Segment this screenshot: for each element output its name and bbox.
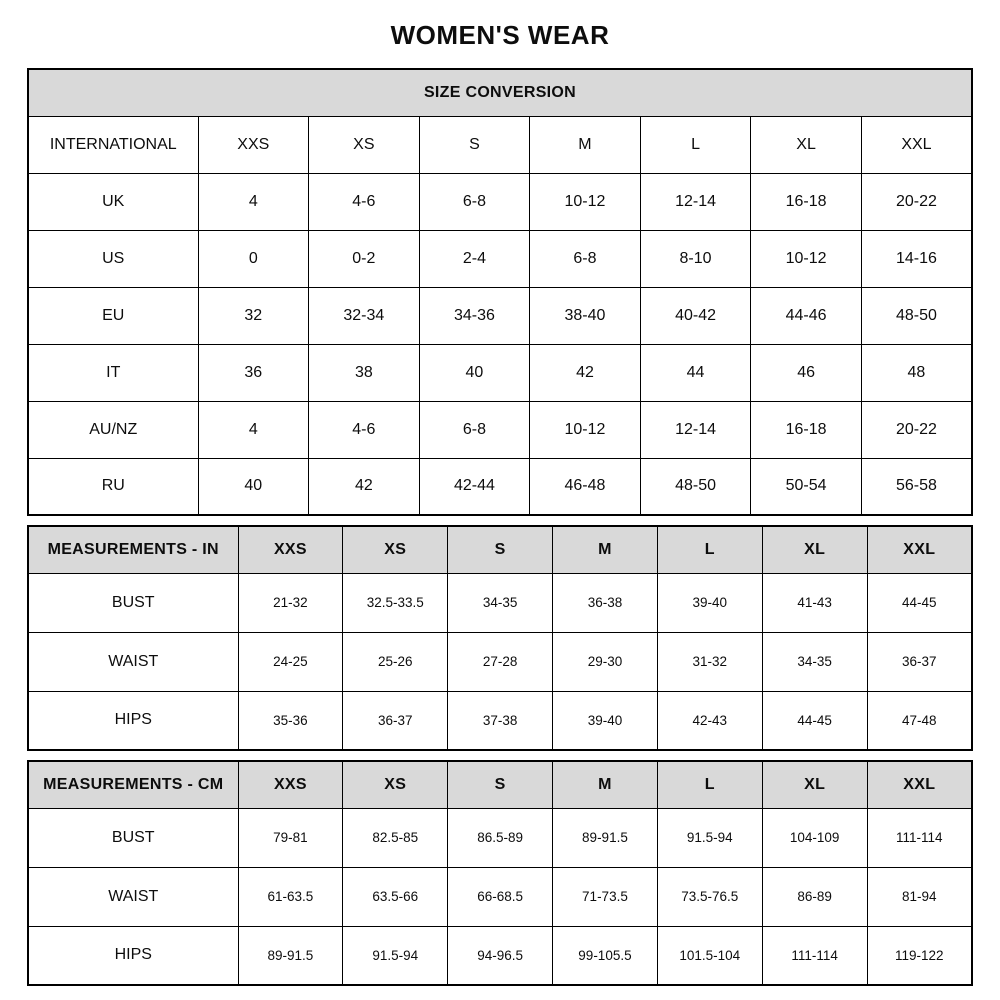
table-row-bust-cm	[28, 808, 972, 867]
size-cell: 40	[198, 458, 309, 515]
measurement-cell: 111-114	[762, 926, 867, 985]
size-cell: 0	[198, 230, 309, 287]
size-column-header: XL	[762, 761, 867, 808]
row-label-ru: RU	[28, 458, 198, 515]
size-column-header: XL	[762, 526, 867, 573]
measurement-cell: 86.5-89	[448, 808, 553, 867]
size-cell: 46-48	[530, 458, 641, 515]
measurement-cell: 99-105.5	[553, 926, 658, 985]
size-cell: 10-12	[530, 401, 641, 458]
measurement-cell: 34-35	[762, 632, 867, 691]
measurement-cell: 21-32	[238, 573, 343, 632]
row-label-waist: WAIST	[28, 867, 238, 926]
row-label-hips: HIPS	[28, 691, 238, 750]
size-cell: 2-4	[419, 230, 530, 287]
measurement-cell: 71-73.5	[553, 867, 658, 926]
table-row-uk	[28, 173, 972, 230]
size-column-header: S	[419, 116, 530, 173]
size-cell: 42-44	[419, 458, 530, 515]
size-cell: 6-8	[419, 401, 530, 458]
size-cell: 36	[198, 344, 309, 401]
size-conversion-header-row	[28, 69, 972, 116]
measurement-cell: 44-45	[867, 573, 972, 632]
measurement-cell: 42-43	[657, 691, 762, 750]
row-label-it: IT	[28, 344, 198, 401]
measurement-cell: 47-48	[867, 691, 972, 750]
size-cell: 40	[419, 344, 530, 401]
row-label-eu: EU	[28, 287, 198, 344]
size-cell: 4-6	[309, 401, 420, 458]
size-cell: 40-42	[640, 287, 751, 344]
size-cell: 4	[198, 401, 309, 458]
table-row-us	[28, 230, 972, 287]
size-cell: 48-50	[861, 287, 972, 344]
size-cell: 38-40	[530, 287, 641, 344]
size-cell: 16-18	[751, 401, 862, 458]
measurement-cell: 81-94	[867, 867, 972, 926]
size-cell: 14-16	[861, 230, 972, 287]
row-label-bust: BUST	[28, 573, 238, 632]
measurement-cell: 31-32	[657, 632, 762, 691]
measurement-cell: 36-37	[867, 632, 972, 691]
size-column-header: XL	[751, 116, 862, 173]
size-column-header: XXS	[238, 526, 343, 573]
size-column-header: XXL	[861, 116, 972, 173]
row-label-hips: HIPS	[28, 926, 238, 985]
size-column-header: S	[448, 526, 553, 573]
measurement-cell: 29-30	[553, 632, 658, 691]
measurements-cm-title: MEASUREMENTS - CM	[28, 761, 238, 808]
measurement-cell: 25-26	[343, 632, 448, 691]
measurement-cell: 89-91.5	[553, 808, 658, 867]
measurement-cell: 79-81	[238, 808, 343, 867]
size-column-header: XS	[343, 526, 448, 573]
table-row-ru	[28, 458, 972, 515]
size-column-header: M	[553, 526, 658, 573]
measurement-cell: 37-38	[448, 691, 553, 750]
measurement-cell: 66-68.5	[448, 867, 553, 926]
measurement-cell: 119-122	[867, 926, 972, 985]
column-header-international: INTERNATIONAL	[28, 116, 198, 173]
measurement-cell: 36-38	[553, 573, 658, 632]
row-label-waist: WAIST	[28, 632, 238, 691]
size-conversion-title: SIZE CONVERSION	[28, 69, 972, 116]
size-column-header: XXL	[867, 761, 972, 808]
size-cell: 20-22	[861, 401, 972, 458]
table-row-hips-in	[28, 691, 972, 750]
measurement-cell: 39-40	[657, 573, 762, 632]
size-column-header: XS	[309, 116, 420, 173]
measurements-in-table	[27, 525, 973, 751]
size-cell: 12-14	[640, 401, 751, 458]
size-column-header: XXS	[238, 761, 343, 808]
size-cell: 50-54	[751, 458, 862, 515]
measurements-cm-table	[27, 760, 973, 986]
size-cell: 48	[861, 344, 972, 401]
measurement-cell: 111-114	[867, 808, 972, 867]
measurement-cell: 44-45	[762, 691, 867, 750]
size-column-header: L	[657, 526, 762, 573]
size-cell: 10-12	[530, 173, 641, 230]
measurement-cell: 101.5-104	[657, 926, 762, 985]
table-row-waist-in	[28, 632, 972, 691]
measurement-cell: 61-63.5	[238, 867, 343, 926]
measurement-cell: 34-35	[448, 573, 553, 632]
size-cell: 32-34	[309, 287, 420, 344]
size-cell: 42	[530, 344, 641, 401]
measurements-cm-header-row	[28, 761, 972, 808]
size-cell: 4	[198, 173, 309, 230]
size-cell: 32	[198, 287, 309, 344]
size-cell: 46	[751, 344, 862, 401]
size-column-header: M	[553, 761, 658, 808]
row-label-bust: BUST	[28, 808, 238, 867]
size-cell: 38	[309, 344, 420, 401]
size-column-header: XXS	[198, 116, 309, 173]
size-column-header: S	[448, 761, 553, 808]
measurement-cell: 32.5-33.5	[343, 573, 448, 632]
size-cell: 4-6	[309, 173, 420, 230]
international-row	[28, 116, 972, 173]
table-row-bust-in	[28, 573, 972, 632]
measurement-cell: 86-89	[762, 867, 867, 926]
measurement-cell: 41-43	[762, 573, 867, 632]
table-row-waist-cm	[28, 867, 972, 926]
size-cell: 44-46	[751, 287, 862, 344]
measurement-cell: 94-96.5	[448, 926, 553, 985]
size-cell: 56-58	[861, 458, 972, 515]
measurements-in-header-row	[28, 526, 972, 573]
measurement-cell: 73.5-76.5	[657, 867, 762, 926]
size-cell: 6-8	[419, 173, 530, 230]
size-cell: 16-18	[751, 173, 862, 230]
row-label-us: US	[28, 230, 198, 287]
measurement-cell: 36-37	[343, 691, 448, 750]
measurement-cell: 63.5-66	[343, 867, 448, 926]
size-column-header: M	[530, 116, 641, 173]
size-cell: 8-10	[640, 230, 751, 287]
row-label-aunz: AU/NZ	[28, 401, 198, 458]
table-row-aunz	[28, 401, 972, 458]
size-cell: 42	[309, 458, 420, 515]
measurement-cell: 104-109	[762, 808, 867, 867]
table-row-it	[28, 344, 972, 401]
size-conversion-table	[27, 68, 973, 516]
size-cell: 44	[640, 344, 751, 401]
measurement-cell: 39-40	[553, 691, 658, 750]
size-cell: 34-36	[419, 287, 530, 344]
table-row-eu	[28, 287, 972, 344]
measurements-in-title: MEASUREMENTS - IN	[28, 526, 238, 573]
size-column-header: XXL	[867, 526, 972, 573]
size-column-header: L	[657, 761, 762, 808]
measurement-cell: 82.5-85	[343, 808, 448, 867]
measurement-cell: 27-28	[448, 632, 553, 691]
size-column-header: XS	[343, 761, 448, 808]
size-column-header: L	[640, 116, 751, 173]
measurement-cell: 89-91.5	[238, 926, 343, 985]
size-cell: 0-2	[309, 230, 420, 287]
size-cell: 12-14	[640, 173, 751, 230]
page-title: WOMEN'S WEAR	[390, 20, 610, 50]
size-cell: 48-50	[640, 458, 751, 515]
measurement-cell: 91.5-94	[343, 926, 448, 985]
measurement-cell: 24-25	[238, 632, 343, 691]
size-cell: 10-12	[751, 230, 862, 287]
measurement-cell: 35-36	[238, 691, 343, 750]
table-row-hips-cm	[28, 926, 972, 985]
row-label-uk: UK	[28, 173, 198, 230]
measurement-cell: 91.5-94	[657, 808, 762, 867]
size-cell: 20-22	[861, 173, 972, 230]
size-cell: 6-8	[530, 230, 641, 287]
